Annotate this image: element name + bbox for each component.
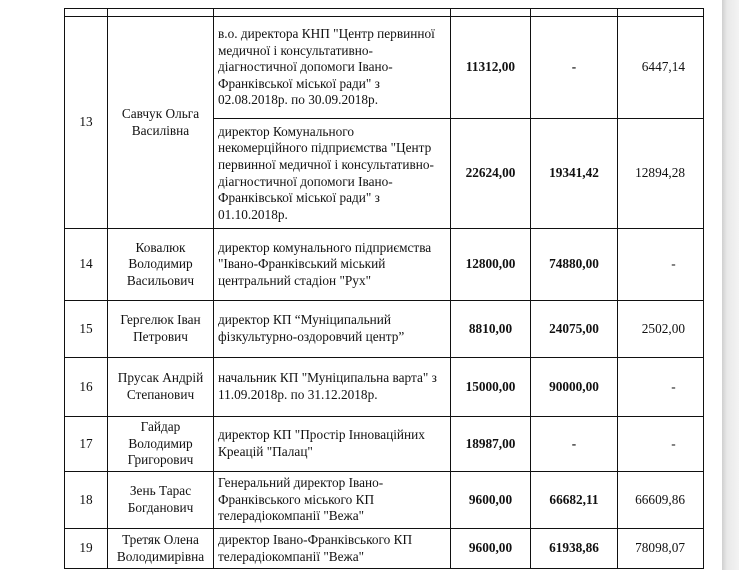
other-value: - xyxy=(618,417,704,472)
table-row xyxy=(65,529,704,569)
person-name: Ковалюк Володимир Васильович xyxy=(108,229,214,301)
table-row xyxy=(65,9,704,17)
salary-value: 9600,00 xyxy=(451,529,531,569)
salary-value: 8810,00 xyxy=(451,301,531,358)
other-value: 66609,86 xyxy=(618,472,704,529)
salary-value: 18987,00 xyxy=(451,417,531,472)
position-text: директор Комунального некомерційного підприємства "Центр первинної медичної і консультативно- діагностичної допомоги Івано-Франківської міської ради" з 01.10.2018р. xyxy=(214,119,451,229)
position-text: начальник КП "Муніципальна варта" з 11.09.2018р. по 31.12.2018р. xyxy=(214,358,451,417)
other-value: - xyxy=(618,229,704,301)
person-name: Третяк Олена Володимирівна xyxy=(108,529,214,569)
other-value: 12894,28 xyxy=(618,119,704,229)
salary-value: 22624,00 xyxy=(451,119,531,229)
page-edge-shadow xyxy=(722,0,739,570)
bonus-value: 66682,11 xyxy=(531,472,618,529)
position-text: Генеральний директор Івано-Франківського міського КП телерадіокомпанії "Вежа" xyxy=(214,472,451,529)
row-number: 18 xyxy=(65,472,108,529)
salary-value: 9600,00 xyxy=(451,472,531,529)
row-number: 17 xyxy=(65,417,108,472)
row-number: 14 xyxy=(65,229,108,301)
bonus-value: 61938,86 xyxy=(531,529,618,569)
position-text: директор КП "Простір Інноваційних Креацій "Палац" xyxy=(214,417,451,472)
bonus-value: 24075,00 xyxy=(531,301,618,358)
salary-value: 11312,00 xyxy=(451,17,531,119)
table-row xyxy=(65,17,704,119)
cell-empty xyxy=(451,9,531,17)
table-row xyxy=(65,229,704,301)
position-text: директор Івано-Франківського КП телерадіокомпанії "Вежа" xyxy=(214,529,451,569)
row-number: 15 xyxy=(65,301,108,358)
bonus-value: 19341,42 xyxy=(531,119,618,229)
salary-value: 12800,00 xyxy=(451,229,531,301)
other-value: - xyxy=(618,358,704,417)
table-row xyxy=(65,358,704,417)
position-text: директор КП “Муніципальний фізкультурно-оздоровчий центр” xyxy=(214,301,451,358)
bonus-value: - xyxy=(531,17,618,119)
salary-value: 15000,00 xyxy=(451,358,531,417)
table-row xyxy=(65,472,704,529)
other-value: 6447,14 xyxy=(618,17,704,119)
position-text: в.о. директора КНП "Центр первинної медичної і консультативно- діагностичної допомоги Івано-Франківської міської ради" з 02.08.2018р. по 30.09.2018р. xyxy=(214,17,451,119)
table-row xyxy=(65,417,704,472)
person-name: Савчук Ольга Василівна xyxy=(108,17,214,229)
bonus-value: - xyxy=(531,417,618,472)
bonus-value: 74880,00 xyxy=(531,229,618,301)
person-name: Гергелюк Іван Петрович xyxy=(108,301,214,358)
bonus-value: 90000,00 xyxy=(531,358,618,417)
table-row xyxy=(65,301,704,358)
cell-empty xyxy=(531,9,618,17)
cell-empty xyxy=(108,9,214,17)
person-name: Зень Тарас Богданович xyxy=(108,472,214,529)
person-name: Прусак Андрій Степанович xyxy=(108,358,214,417)
row-number: 19 xyxy=(65,529,108,569)
other-value: 78098,07 xyxy=(618,529,704,569)
row-number: 13 xyxy=(65,17,108,229)
salary-table xyxy=(64,8,704,569)
cell-empty xyxy=(214,9,451,17)
person-name: Гайдар Володимир Григорович xyxy=(108,417,214,472)
row-number: 16 xyxy=(65,358,108,417)
position-text: директор комунального підприємства "Івано-Франківський міський центральний стадіон "Рух" xyxy=(214,229,451,301)
cell-empty xyxy=(65,9,108,17)
cell-empty xyxy=(618,9,704,17)
other-value: 2502,00 xyxy=(618,301,704,358)
